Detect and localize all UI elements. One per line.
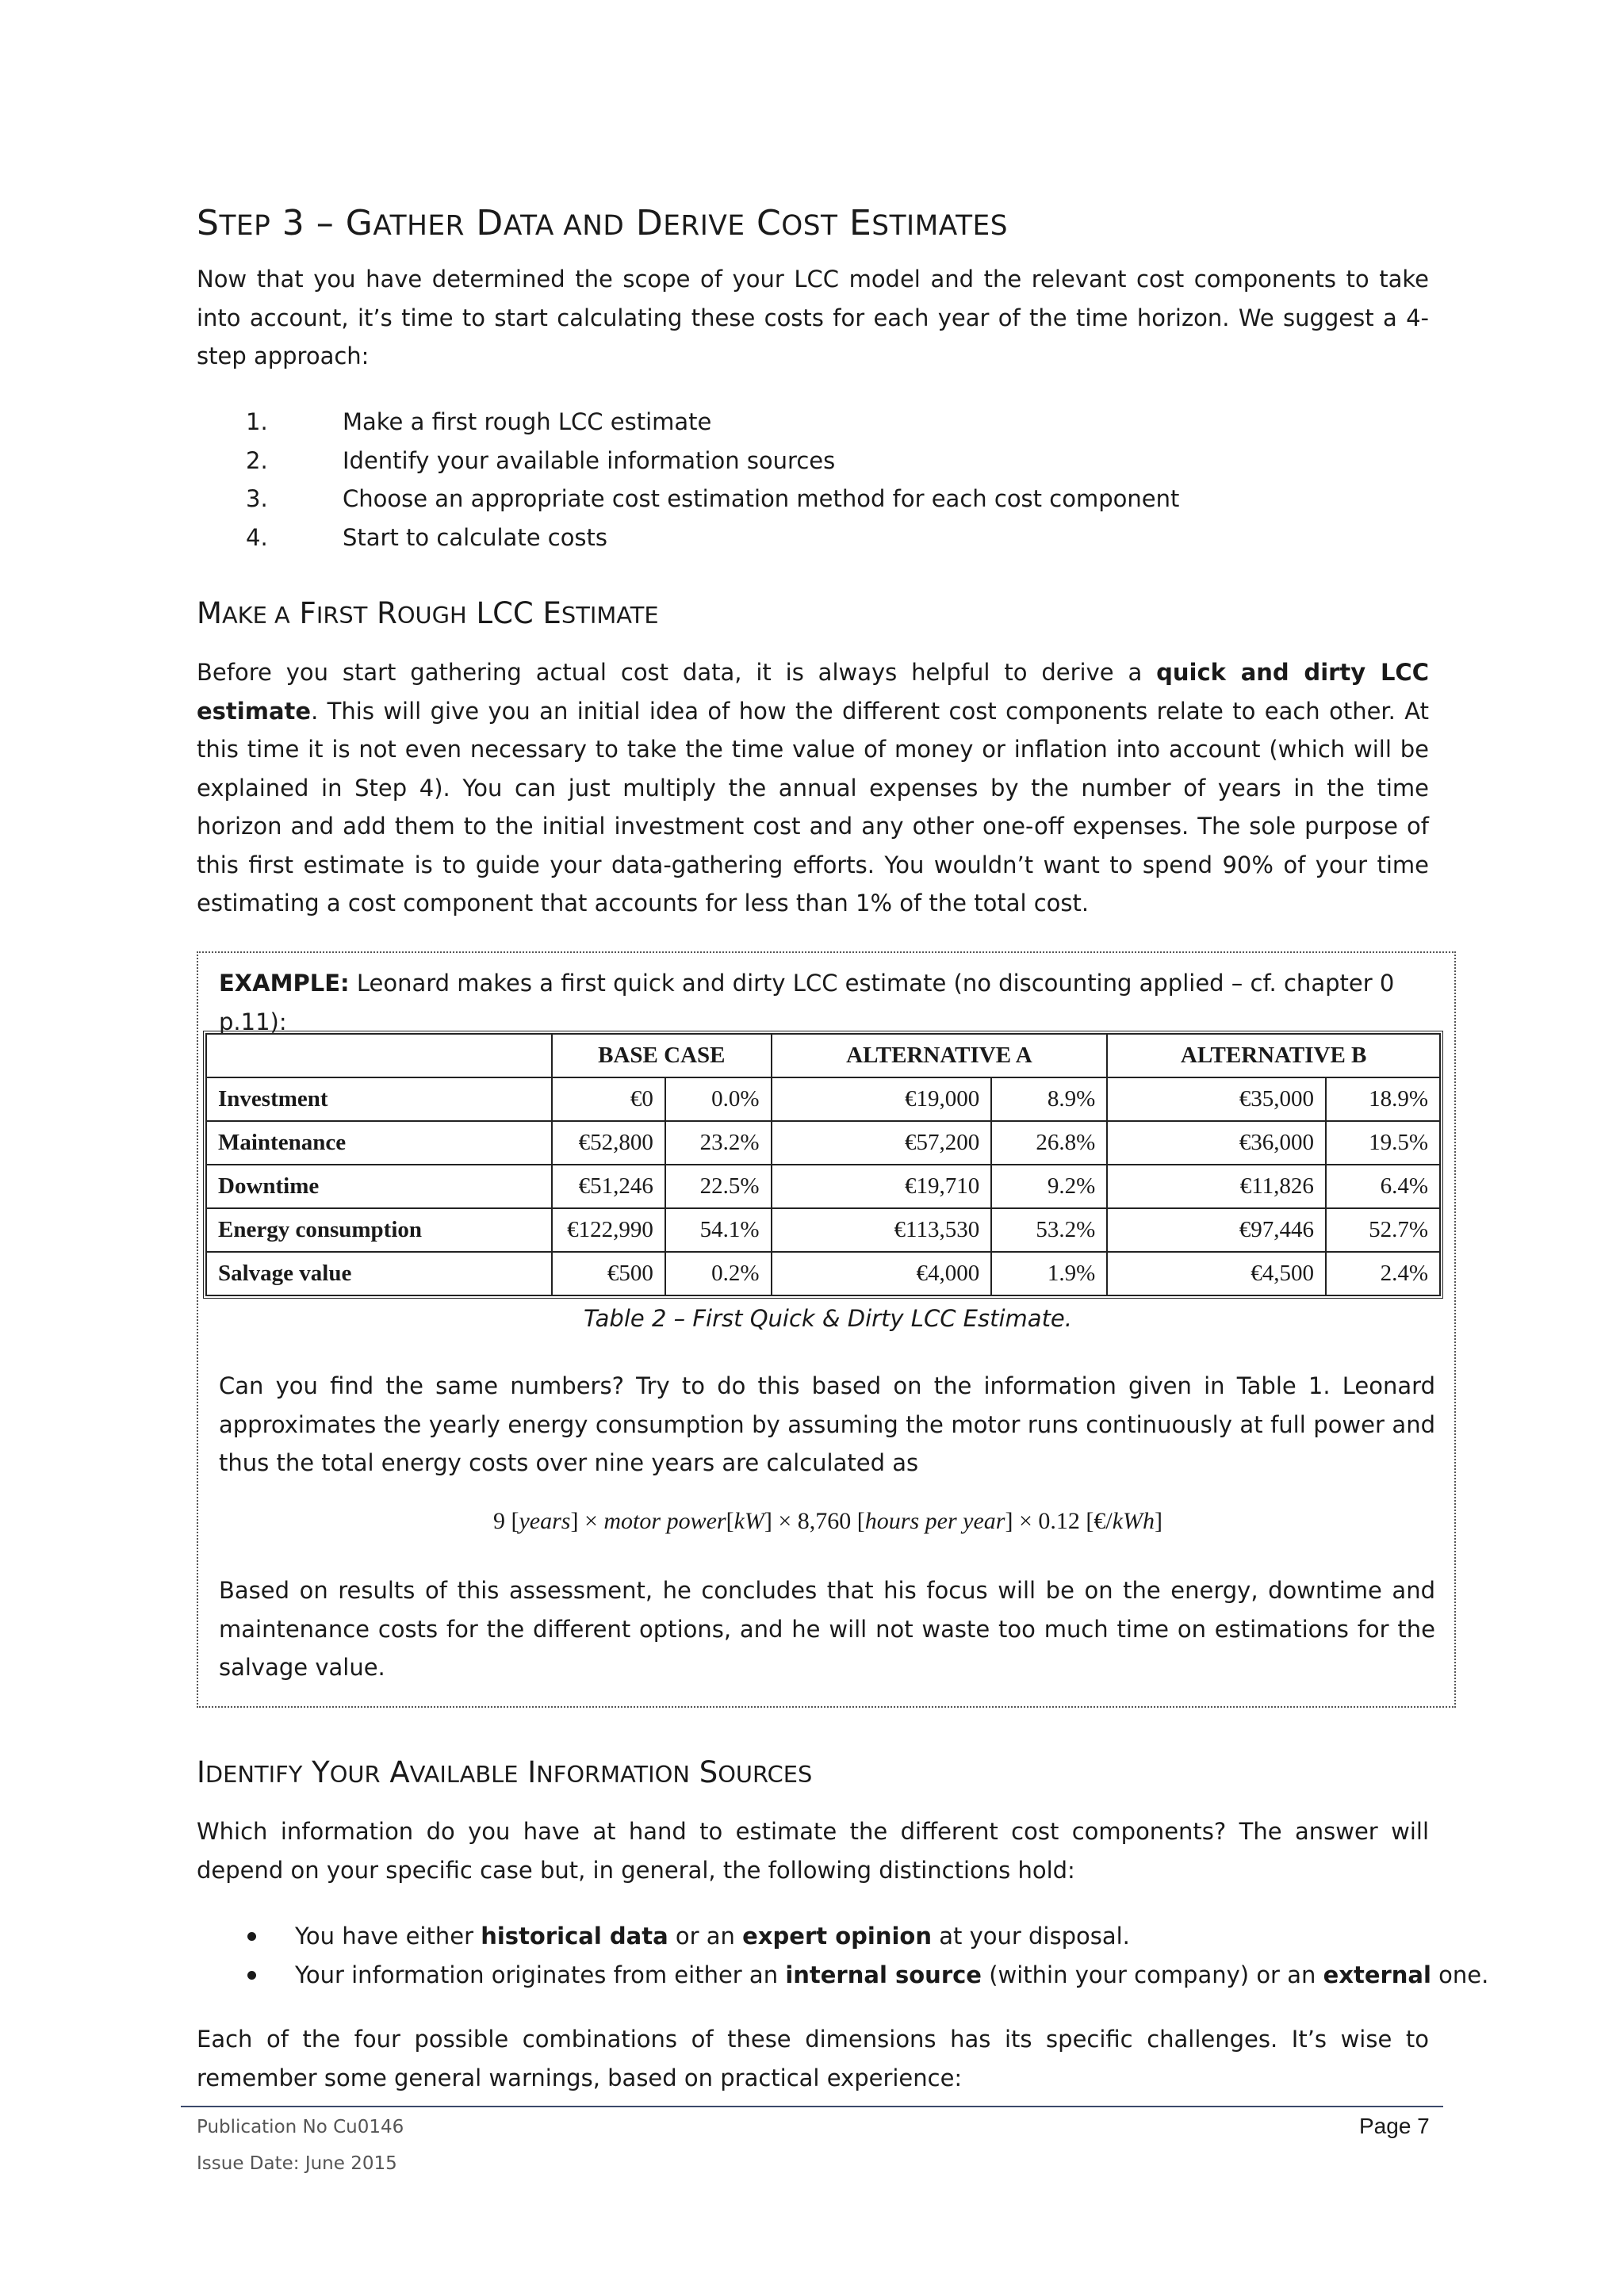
section-heading-information-sources: IDENTIFY YOUR AVAILABLE INFORMATION SOURCES	[197, 1755, 813, 1789]
table-cell: €36,000	[1107, 1121, 1326, 1165]
table-cell: €57,200	[772, 1121, 992, 1165]
warnings-paragraph: Each of the four possible combinations of these dimensions has its specific challenges. It’s wise to remember some general warnings, based on practical experience:	[197, 2026, 1429, 2091]
row-label: Maintenance	[206, 1121, 552, 1165]
example-paragraph-2: Based on results of this assessment, he concludes that his focus will be on the energy, downtime and maintenance costs for the different options, and he will not waste too much time on estimations for the salvage value.	[219, 1577, 1435, 1681]
table-cell: €4,500	[1107, 1252, 1326, 1295]
column-header: ALTERNATIVE A	[772, 1034, 1108, 1077]
footer-divider	[181, 2106, 1443, 2107]
table-cell: €97,446	[1107, 1208, 1326, 1252]
table-cell: €35,000	[1107, 1077, 1326, 1121]
column-header: ALTERNATIVE B	[1107, 1034, 1440, 1077]
column-header: BASE CASE	[552, 1034, 771, 1077]
energy-formula: 9 [years] × motor power[kW] × 8,760 [hours per year] × 0.12 [€/kWh]	[492, 1508, 1162, 1534]
table-cell: 0.2%	[665, 1252, 772, 1295]
table-cell: €4,000	[772, 1252, 992, 1295]
table-cell: €19,000	[772, 1077, 992, 1121]
table-cell: 1.9%	[991, 1252, 1107, 1295]
table-cell: 23.2%	[665, 1121, 772, 1165]
publication-number: Publication No Cu0146	[197, 2117, 404, 2137]
information-sources-paragraph: Which information do you have at hand to estimate the different cost components? The answer will depend on your specific case but, in general, the following distinctions hold:	[197, 1818, 1429, 1884]
table-header-empty	[206, 1034, 552, 1077]
table-cell: 26.8%	[991, 1121, 1107, 1165]
table-cell: 19.5%	[1326, 1121, 1440, 1165]
table-cell: 8.9%	[991, 1077, 1107, 1121]
example-paragraph-1: Can you find the same numbers? Try to do this based on the information given in Table 1. Leonard approximates the yearly energy consumption by assuming the motor runs continuously at full power and thus the total energy costs over nine years are calculated as	[219, 1372, 1435, 1476]
example-box	[197, 951, 1456, 1708]
bullet-icon	[247, 1971, 256, 1980]
table-cell: 18.9%	[1326, 1077, 1440, 1121]
table-cell: 52.7%	[1326, 1208, 1440, 1252]
row-label: Downtime	[206, 1165, 552, 1208]
table-cell: 6.4%	[1326, 1165, 1440, 1208]
table-row	[206, 1208, 1440, 1252]
lcc-estimate-table	[203, 1031, 1443, 1299]
table-cell: €51,246	[552, 1165, 665, 1208]
rough-estimate-paragraph: Before you start gathering actual cost data, it is always helpful to derive a quick and dirty LCC estimate. This will give you an initial idea of how the different cost components relate to each other. At this time it is not even necessary to take the time value of money or inflation into account (which will be explained in Step 4). You can just multiply the annual expenses by the number of years in the time horizon and add them to the initial investment cost and any other one-off expenses. The sole purpose of this first estimate is to guide your data-gathering efforts. You wouldn’t want to spend 90% of your time estimating a cost component that accounts for less than 1% of the total cost.	[197, 659, 1430, 916]
table-row	[206, 1121, 1440, 1165]
table-cell: 0.0%	[665, 1077, 772, 1121]
table-cell: €500	[552, 1252, 665, 1295]
table-cell: €11,826	[1107, 1165, 1326, 1208]
table-row	[206, 1077, 1440, 1121]
table-cell: 9.2%	[991, 1165, 1107, 1208]
table-cell: €0	[552, 1077, 665, 1121]
row-label: Energy consumption	[206, 1208, 552, 1252]
example-intro: EXAMPLE: Leonard makes a first quick and dirty LCC estimate (no discounting applied – cf. chapter 0 p.11):	[219, 970, 1395, 1035]
table-cell: €19,710	[772, 1165, 992, 1208]
row-label: Investment	[206, 1077, 552, 1121]
table-cell: 2.4%	[1326, 1252, 1440, 1295]
bullet-icon	[247, 1932, 256, 1941]
table-row	[206, 1165, 1440, 1208]
table-cell: €52,800	[552, 1121, 665, 1165]
intro-paragraph: Now that you have determined the scope of your LCC model and the relevant cost components to take into account, it’s time to start calculating these costs for each year of the time horizon. We suggest a 4-step approach:	[197, 266, 1429, 369]
table-cell: 53.2%	[991, 1208, 1107, 1252]
table-cell: 22.5%	[665, 1165, 772, 1208]
row-label: Salvage value	[206, 1252, 552, 1295]
table-caption: Table 2 – First Quick & Dirty LCC Estimate.	[583, 1305, 1072, 1332]
table-row	[206, 1252, 1440, 1295]
issue-date: Issue Date: June 2015	[197, 2153, 397, 2174]
table-cell: €113,530	[772, 1208, 992, 1252]
table-cell: 54.1%	[665, 1208, 772, 1252]
table-cell: €122,990	[552, 1208, 665, 1252]
section-heading-rough-estimate: MAKE A FIRST ROUGH LCC ESTIMATE	[197, 596, 659, 630]
page-title: STEP 3 – GATHER DATA AND DERIVE COST ESTIMATES	[197, 203, 1008, 243]
page-number: Page 7	[1359, 2114, 1430, 2138]
table-header-row	[206, 1034, 1440, 1077]
